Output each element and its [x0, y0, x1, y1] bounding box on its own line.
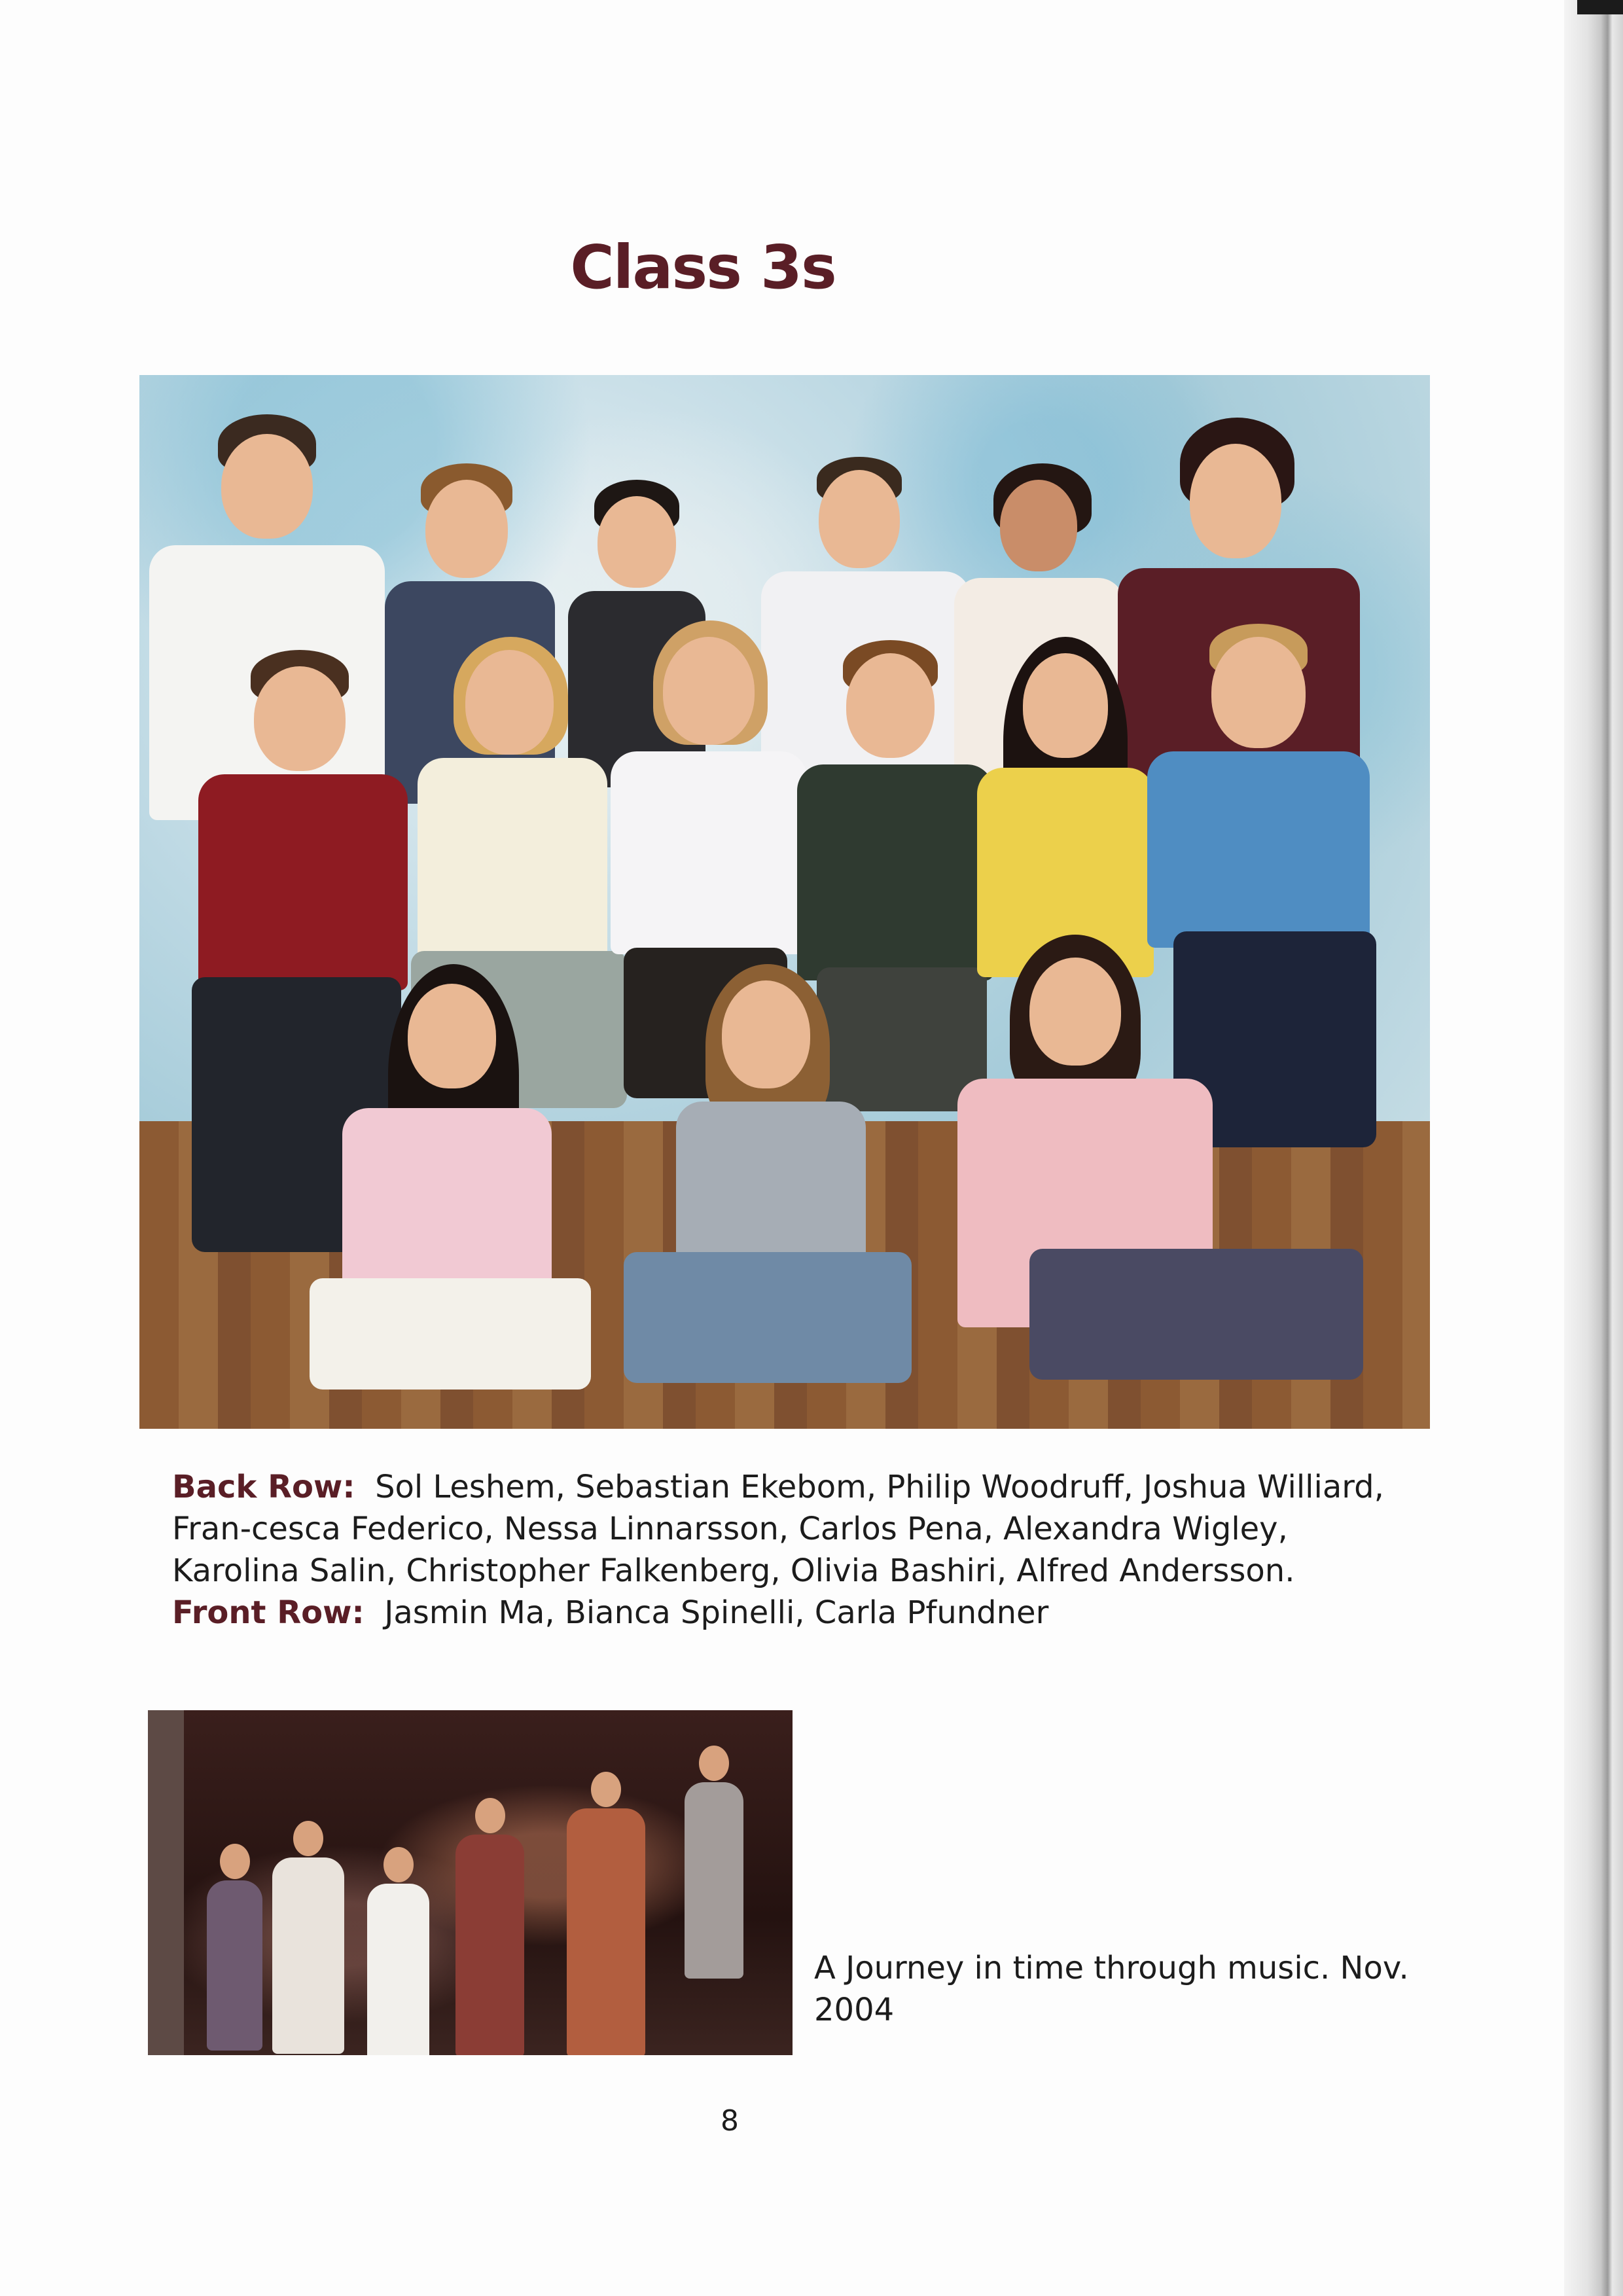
- performer-figure: [272, 1857, 344, 2054]
- class-photo: [139, 375, 1430, 1429]
- photo-edge: [148, 1710, 184, 2055]
- caption-front-row-names: Jasmin Ma, Bianca Spinelli, Carla Pfundner: [384, 1594, 1049, 1631]
- caption-back-row-label: Back Row:: [172, 1469, 355, 1505]
- performer-figure: [685, 1782, 743, 1979]
- caption-back-row-names: Sol Leshem, Sebastian Ekebom, Philip Woodruff, Joshua Williard, Fran-cesca Federico, Nessa Linnarsson, Carlos Pena, Alexandra Wigley, Karolina Salin, Christopher Falkenberg, Olivia Bashiri, Alfred Andersson.: [172, 1469, 1384, 1589]
- class-photo-caption: [172, 1466, 1402, 1634]
- performer-figure: [455, 1835, 524, 2055]
- page-title: Class 3s: [570, 232, 836, 302]
- performer-figure: [367, 1884, 429, 2055]
- student-figure: [624, 964, 918, 1403]
- event-photo: [148, 1710, 793, 2055]
- page-number: 8: [721, 2104, 739, 2138]
- student-figure: [290, 964, 591, 1422]
- student-figure: [931, 935, 1376, 1386]
- event-photo-caption: A Journey in time through music. Nov. 2004: [814, 1950, 1409, 2028]
- caption-front-row-label: Front Row:: [172, 1594, 365, 1631]
- performer-figure: [207, 1880, 262, 2051]
- page-binding-edge: [1564, 0, 1623, 2296]
- performer-figure: [567, 1808, 645, 2055]
